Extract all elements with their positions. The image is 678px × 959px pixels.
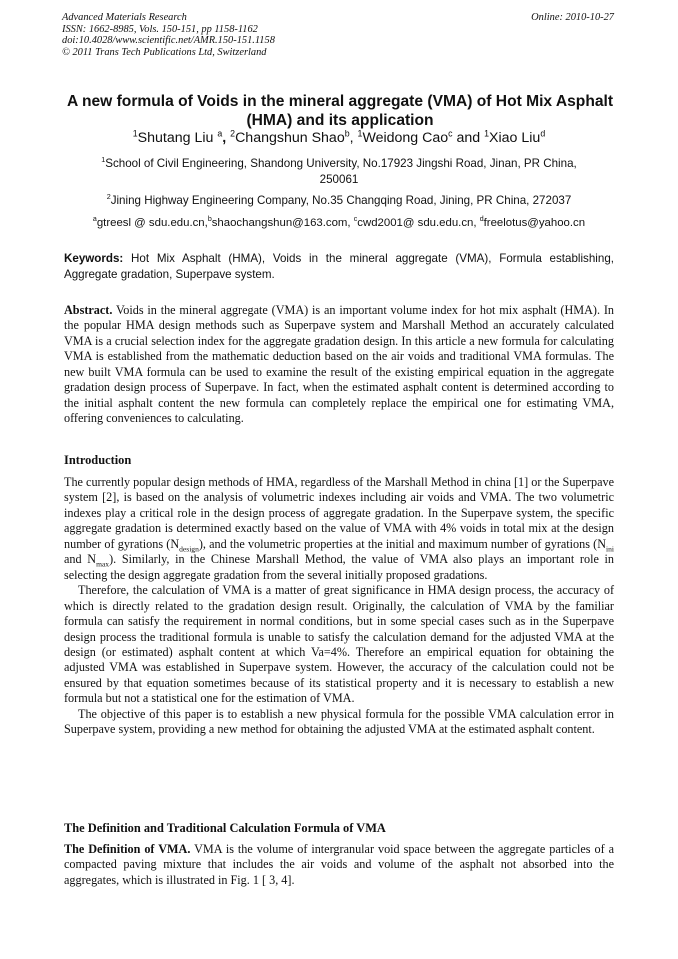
author-2-affil: 2 [230, 128, 236, 139]
email-d-mark: d [479, 216, 484, 224]
affiliation-1-num: 1 [101, 155, 106, 165]
definition-label: The Definition of VMA. [64, 842, 191, 856]
email-b[interactable]: shaochangshun@163.com, [211, 217, 351, 229]
introduction-body [64, 475, 614, 738]
author-2-mark: b [344, 128, 350, 139]
email-c[interactable]: cwd2001@ sdu.edu.cn, [357, 217, 477, 229]
definition-text: VMA is the volume of intergranular void space between the aggregate particles of a compacted paving mixture that includes the air voids and volume of the asphalt not absorbed into the aggregates, which is illustrated in Fig. 1 [ 3, 4]. [64, 842, 614, 887]
author-4-mark: d [540, 128, 546, 139]
affiliation-2-text: Jining Highway Engineering Company, No.35 Changqing Road, Jining, PR China, 272037 [110, 194, 572, 207]
author-emails [30, 216, 648, 231]
issn-line: ISSN: 1662-8985, Vols. 150-151, pp 1158-1162 [62, 23, 258, 35]
subscript-max: max [96, 559, 110, 569]
author-1-mark: a [217, 128, 223, 139]
author-2: Changshun Shao [235, 130, 345, 146]
paper-title [40, 92, 640, 130]
email-d[interactable]: freelotus@yahoo.cn [483, 217, 586, 229]
author-3-mark: c [448, 128, 453, 139]
author-1-affil: 1 [132, 128, 138, 139]
affiliation-1 [40, 156, 638, 187]
title-line-1: A new formula of Voids in the mineral aggregate (VMA) of Hot Mix Asphalt [66, 93, 614, 110]
affiliation-2 [40, 193, 638, 209]
abstract-text: Voids in the mineral aggregate (VMA) is an important volume index for hot mix asphalt (HMA). In the popular HMA design methods such as Superpave system and Marshall Method an accurately calculated VMA is a crucial selection index for the aggregate gradation design. In this article a new formula for calculating VMA is established from the mathematic deduction based on the air voids and traditional VMA formulas. The new built VMA formula can be used to examine the result of the existing empirical equation in the aggregate gradation design process of Superpave. In fact, when the estimated asphalt content is determined according to the initial asphalt content the new formula can completely replace the empirical one for estimating VMA, offering conveniences to calculating. [64, 303, 614, 426]
abstract-label: Abstract. [64, 303, 113, 317]
intro-paragraph-1: The currently popular design methods of HMA, regardless of the Marshall Method in china [1] or the Superpave system [2], is based on the analysis of volumetric indexes including air voids and VMA. The two volumetric indexes play a critical role in the design process of aggregate gradation. In the Superpave system, the specific aggregate gradation is determined exactly based on the value of VMA with 4% voids in total mix at the design number of gyrations $(N_{design})$, and the volumetric properties at the initial and maximum number of gyrations ($N_{ini}$ and $N_{max}$). Similarly, in the Chinese Marshall Method, the value of VMA also plays an important role in selecting the design aggregate gradation from the several initially proposed gradations. [64, 475, 615, 582]
online-date: Online: 2010-10-27 [531, 12, 614, 23]
journal-header [62, 12, 614, 58]
title-line-2: (HMA) and its application [246, 112, 434, 129]
definition-heading: The Definition and Traditional Calculation Formula of VMA [64, 821, 386, 835]
author-4-affil: 1 [484, 128, 490, 139]
journal-name: Advanced Materials Research [62, 12, 187, 23]
author-list [20, 129, 658, 147]
author-3-affil: 1 [357, 128, 363, 139]
email-b-mark: b [207, 216, 212, 224]
keywords-label: Keywords: [64, 252, 124, 265]
email-c-mark: c [353, 216, 358, 224]
email-a[interactable]: gtreesl @ sdu.edu.cn, [96, 217, 208, 229]
author-separator: , [349, 130, 354, 146]
introduction-heading: Introduction [64, 453, 132, 467]
abstract [64, 303, 614, 427]
author-1: Shutang Liu [137, 130, 214, 146]
email-a-mark: a [92, 216, 97, 224]
intro-paragraph-3: The objective of this paper is to establish a new physical formula for the possible VMA calculation error in Superpave system, providing a new method for obtaining the adjusted VMA at the estimated asphalt content. [64, 706, 614, 737]
author-3: Weidong Cao [362, 130, 449, 146]
keywords-text: Hot Mix Asphalt (HMA), Voids in the mineral aggregate (VMA), Formula establishing, Aggregate gradation, Superpave system. [64, 252, 614, 281]
subscript-design: design [179, 544, 199, 554]
subscript-ini: ini [606, 544, 614, 554]
affiliation-1-line-2: 250061 [319, 172, 359, 186]
intro-paragraph-2: Therefore, the calculation of VMA is a matter of great significance in HMA design process, the accuracy of which is directly related to the gradation design result. Originally, the calculation of VMA by the familiar formula can satisfy the requirement in normal conditions, but in some special cases such as in the Superpave design process the traditional formula is unable to satisfy the calculation demand for the adjusted VMA at the design (or estimated) asphalt content at which Va=4%. Therefore an empirical equation for obtaining the adjusted VMA was established in Superpave system. However, the accuracy of the calculation could not be ensured by that equation sometimes because of its statistical property and it is necessary to establish a new formula but not a statistical one for the estimation of VMA. [64, 583, 614, 706]
author-separator: , [222, 130, 227, 146]
affiliation-2-num: 2 [106, 192, 111, 202]
author-4: Xiao Liu [489, 130, 541, 146]
definition-body [64, 842, 614, 888]
keywords [64, 251, 614, 282]
doi-line: doi:10.4028/www.scientific.net/AMR.150-151.1158 [62, 35, 275, 47]
author-and: and [456, 130, 481, 146]
copyright-line: © 2011 Trans Tech Publications Ltd, Switzerland [62, 46, 267, 58]
affiliation-1-line-1: School of Civil Engineering, Shandong University, No.17923 Jingshi Road, Jinan, PR China, [105, 157, 577, 170]
